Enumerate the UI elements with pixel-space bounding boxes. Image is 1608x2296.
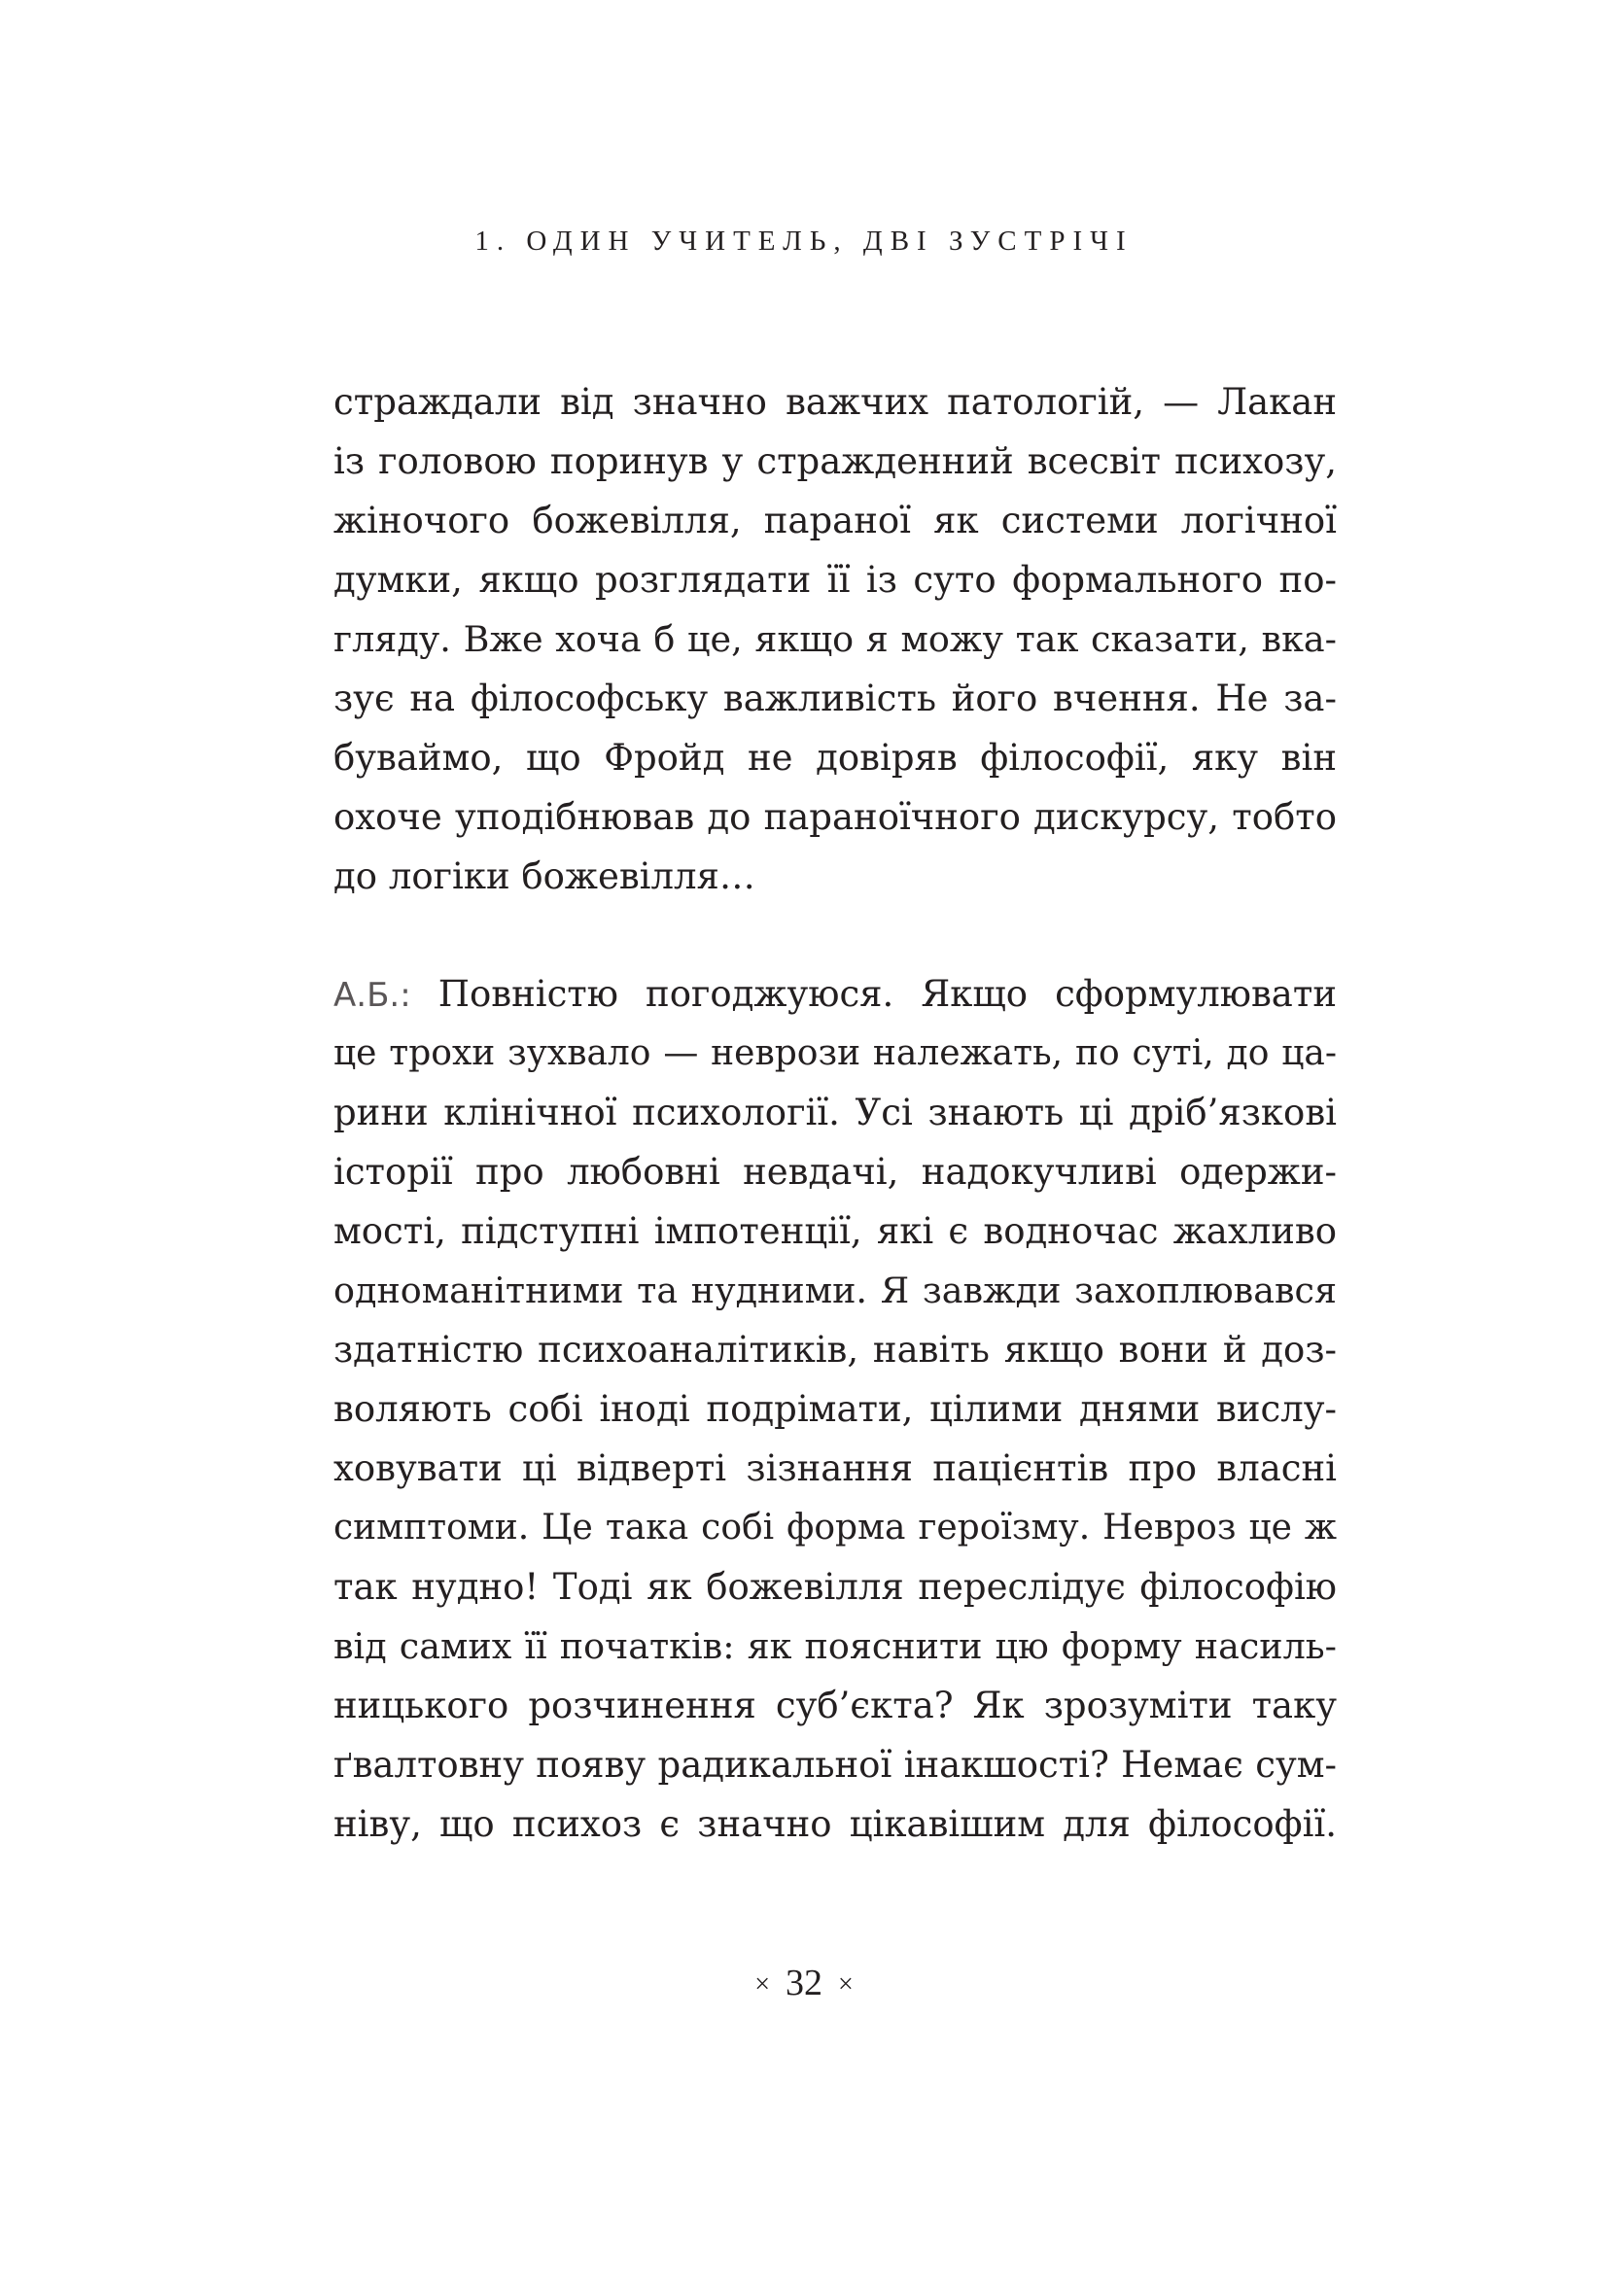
text-line: рини клінічної психології. Усі знають ці дріб’язкові	[333, 1092, 1337, 1133]
text-line: мості, підступні імпотенції, які є водночас жахливо	[333, 1210, 1337, 1252]
text-line: ніву, що психоз є значно цікавішим для філософії.	[333, 1803, 1337, 1845]
text-line: ницького розчинення суб’єкта? Як зрозуміти таку	[333, 1685, 1337, 1726]
text-line: так нудно! Тоді як божевілля переслідує філософію	[333, 1566, 1337, 1608]
running-head: 1. ОДИН УЧИТЕЛЬ, ДВІ ЗУСТРІЧІ	[474, 226, 1134, 257]
text-line: жіночого божевілля, параної як системи логічної	[333, 500, 1337, 541]
speaker-label: А.Б.:	[333, 976, 411, 1015]
folio-ornament-left: ×	[754, 1969, 770, 2000]
paragraph-gap	[333, 906, 1337, 964]
paragraph-1	[333, 372, 1337, 906]
text-line: воляють собі іноді подрімати, цілими днями вислу-	[333, 1388, 1337, 1430]
text-line: історії про любовні невдачі, надокучливі одержи-	[333, 1151, 1337, 1193]
text-line: страждали від значно важчих патологій, — Лакан	[333, 381, 1337, 423]
text-line: ґвалтовну появу радикальної інакшості? Немає сум-	[333, 1744, 1337, 1786]
text-line: до логіки божевілля…	[333, 855, 755, 897]
page-number	[0, 1962, 1608, 2004]
text-line: із головою поринув у стражденний всесвіт психозу,	[333, 440, 1337, 482]
text-line: ховувати ці відверті зізнання пацієнтів про власні	[333, 1447, 1337, 1489]
text-line: це трохи зухвало — неврози належать, по суті, до ца-	[333, 1033, 1337, 1073]
text-line: гляду. Вже хоча б це, якщо я можу так сказати, вка-	[333, 618, 1337, 660]
text-line: одноманітними та нудними. Я завжди захоплювався	[333, 1270, 1337, 1311]
body-text	[333, 372, 1337, 1854]
page-number-value: 32	[786, 1963, 822, 2003]
folio-ornament-right: ×	[838, 1969, 854, 2000]
text-line	[333, 964, 1337, 1024]
text-line: охоче уподібнював до параноїчного дискурсу, тобто	[333, 796, 1337, 838]
paragraph-2	[333, 964, 1337, 1854]
text-line: думки, якщо розглядати її із суто формального по-	[333, 559, 1337, 601]
text-line: від самих її початків: як пояснити цю форму насиль-	[333, 1625, 1337, 1667]
text-line: зує на філософську важливість його вчення. Не за-	[333, 678, 1337, 719]
text-line: буваймо, що Фройд не довіряв філософії, яку він	[333, 737, 1337, 779]
speaker-line-text: Повністю погоджуюся. Якщо сформулювати	[437, 973, 1337, 1015]
text-line: здатністю психоаналітиків, навіть якщо вони й доз-	[333, 1329, 1337, 1371]
text-line: симптоми. Це така собі форма героїзму. Невроз це ж	[333, 1508, 1337, 1548]
